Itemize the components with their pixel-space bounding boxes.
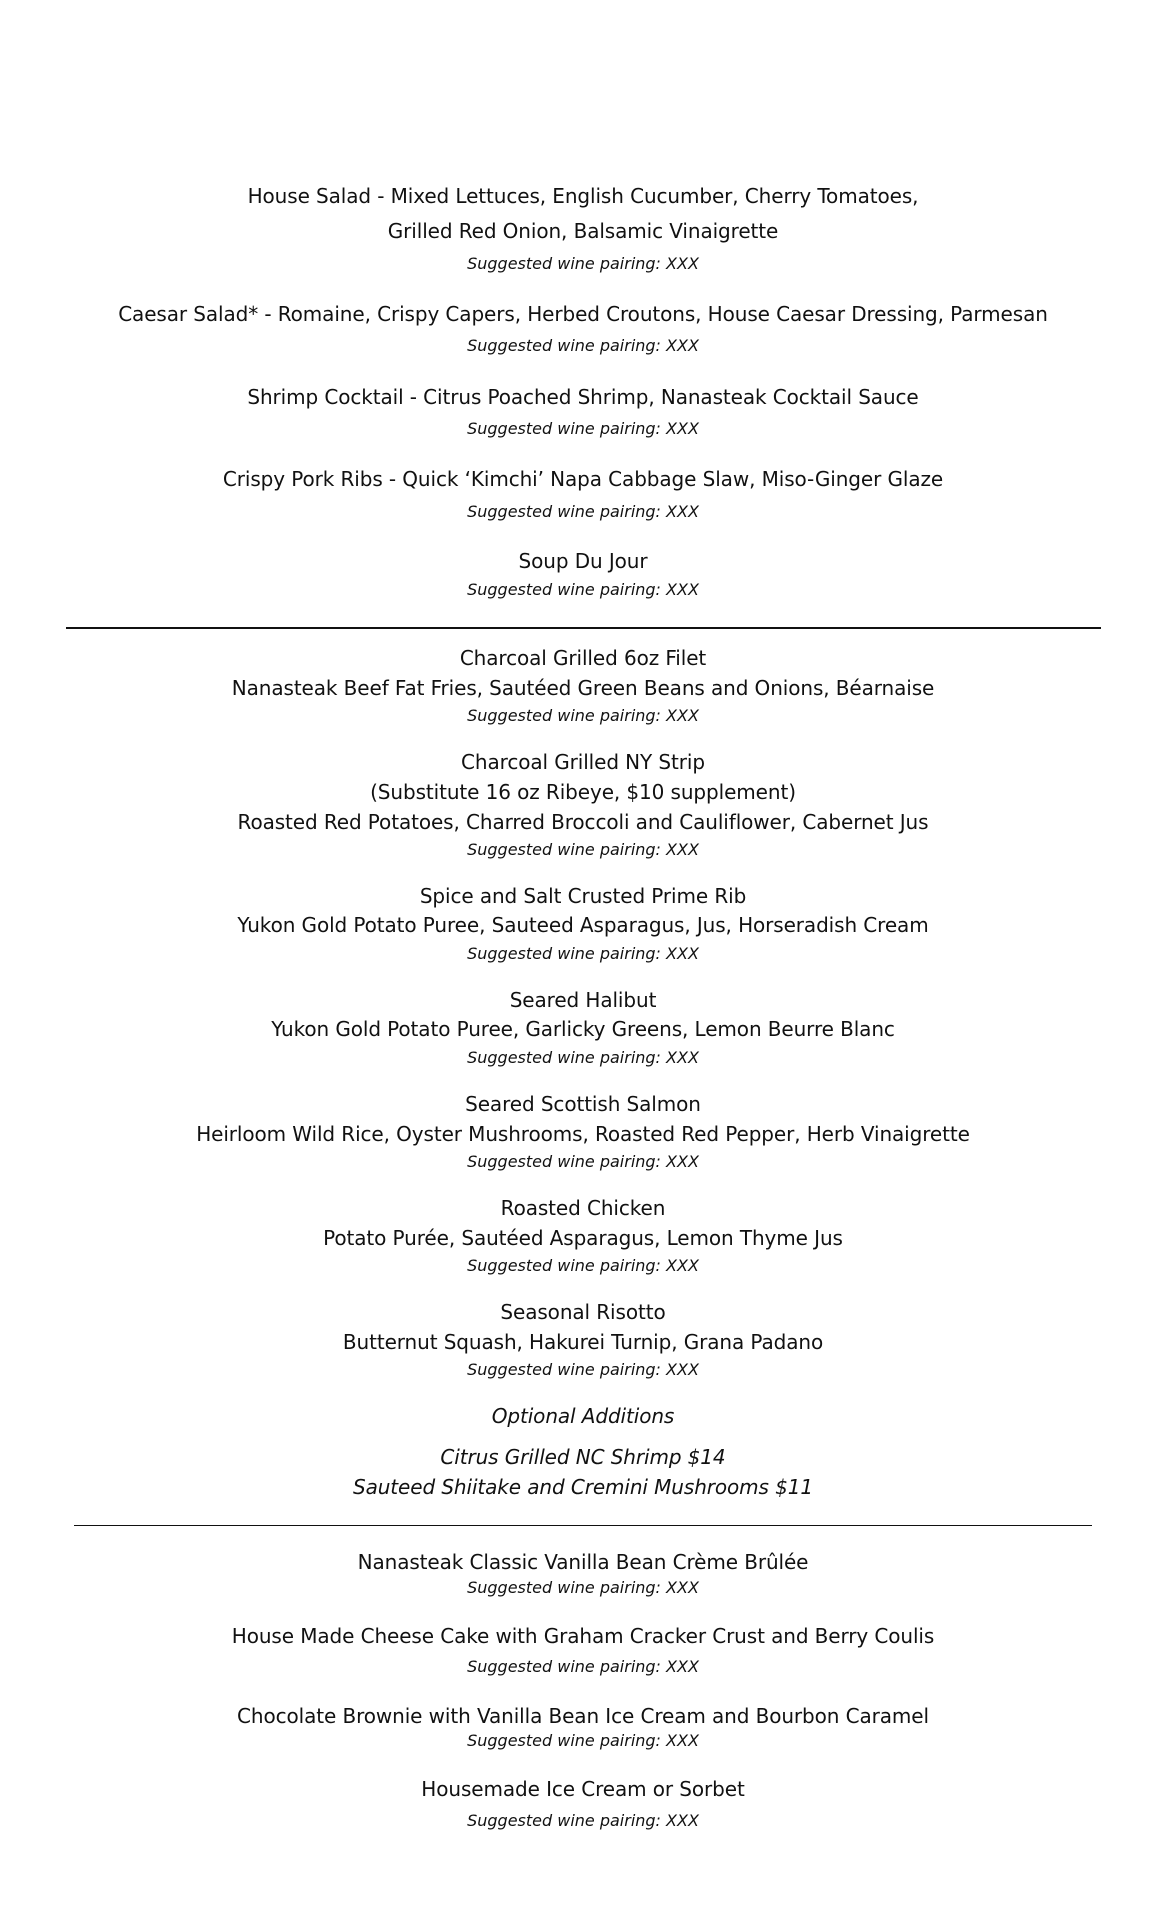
wine-pairing: Suggested wine pairing: XXX [467, 1048, 699, 1067]
starter-soup-du-jour: Soup Du Jour [518, 549, 648, 573]
optional-additions-heading: Optional Additions [491, 1404, 675, 1428]
wine-pairing: Suggested wine pairing: XXX [467, 580, 699, 599]
main-risotto-sides: Butternut Squash, Hakurei Turnip, Grana Padano [342, 1330, 824, 1354]
wine-pairing: Suggested wine pairing: XXX [467, 1256, 699, 1275]
starter-caesar-salad: Caesar Salad* - Romaine, Crispy Capers, Herbed Croutons, House Caesar Dressing, Parmesan [118, 302, 1048, 326]
main-prime-rib-sides: Yukon Gold Potato Puree, Sauteed Asparagus, Jus, Horseradish Cream [237, 913, 929, 937]
main-chicken-title: Roasted Chicken [500, 1196, 666, 1220]
wine-pairing: Suggested wine pairing: XXX [467, 840, 699, 859]
starter-house-salad-line-1: House Salad - Mixed Lettuces, English Cucumber, Cherry Tomatoes, [247, 184, 919, 208]
addition-mushrooms: Sauteed Shiitake and Cremini Mushrooms $11 [352, 1475, 814, 1499]
wine-pairing: Suggested wine pairing: XXX [467, 502, 699, 521]
dessert-cheese-cake: House Made Cheese Cake with Graham Cracker Crust and Berry Coulis [231, 1624, 935, 1648]
main-filet-title: Charcoal Grilled 6oz Filet [459, 646, 707, 670]
wine-pairing: Suggested wine pairing: XXX [467, 1657, 699, 1676]
dessert-creme-brulee: Nanasteak Classic Vanilla Bean Crème Brûlée [357, 1550, 809, 1574]
main-salmon-title: Seared Scottish Salmon [465, 1092, 701, 1116]
section-divider [66, 627, 1101, 629]
wine-pairing: Suggested wine pairing: XXX [467, 419, 699, 438]
dessert-chocolate-brownie: Chocolate Brownie with Vanilla Bean Ice Cream and Bourbon Caramel [237, 1704, 929, 1728]
main-ny-strip-substitute: (Substitute 16 oz Ribeye, $10 supplement) [370, 780, 796, 804]
main-halibut-sides: Yukon Gold Potato Puree, Garlicky Greens, Lemon Beurre Blanc [271, 1017, 895, 1041]
main-chicken-sides: Potato Purée, Sautéed Asparagus, Lemon Thyme Jus [323, 1226, 843, 1250]
starter-house-salad-line-2: Grilled Red Onion, Balsamic Vinaigrette [387, 219, 779, 243]
main-halibut-title: Seared Halibut [509, 988, 657, 1012]
starter-crispy-pork-ribs: Crispy Pork Ribs - Quick ‘Kimchi’ Napa Cabbage Slaw, Miso-Ginger Glaze [222, 467, 944, 491]
section-divider [74, 1525, 1092, 1526]
wine-pairing: Suggested wine pairing: XXX [467, 706, 699, 725]
wine-pairing: Suggested wine pairing: XXX [467, 336, 699, 355]
main-ny-strip-title: Charcoal Grilled NY Strip [461, 750, 705, 774]
main-salmon-sides: Heirloom Wild Rice, Oyster Mushrooms, Roasted Red Pepper, Herb Vinaigrette [196, 1122, 970, 1146]
starter-shrimp-cocktail: Shrimp Cocktail - Citrus Poached Shrimp, Nanasteak Cocktail Sauce [247, 385, 919, 409]
wine-pairing: Suggested wine pairing: XXX [467, 1360, 699, 1379]
main-risotto-title: Seasonal Risotto [500, 1300, 666, 1324]
main-ny-strip-sides: Roasted Red Potatoes, Charred Broccoli and Cauliflower, Cabernet Jus [237, 810, 929, 834]
wine-pairing: Suggested wine pairing: XXX [467, 944, 699, 963]
addition-shrimp: Citrus Grilled NC Shrimp $14 [440, 1445, 726, 1469]
wine-pairing: Suggested wine pairing: XXX [467, 1578, 699, 1597]
dessert-ice-cream: Housemade Ice Cream or Sorbet [421, 1777, 745, 1801]
wine-pairing: Suggested wine pairing: XXX [467, 1731, 699, 1750]
wine-pairing: Suggested wine pairing: XXX [467, 254, 699, 273]
wine-pairing: Suggested wine pairing: XXX [467, 1152, 699, 1171]
main-prime-rib-title: Spice and Salt Crusted Prime Rib [419, 884, 747, 908]
wine-pairing: Suggested wine pairing: XXX [467, 1811, 699, 1830]
main-filet-sides: Nanasteak Beef Fat Fries, Sautéed Green Beans and Onions, Béarnaise [231, 676, 935, 700]
